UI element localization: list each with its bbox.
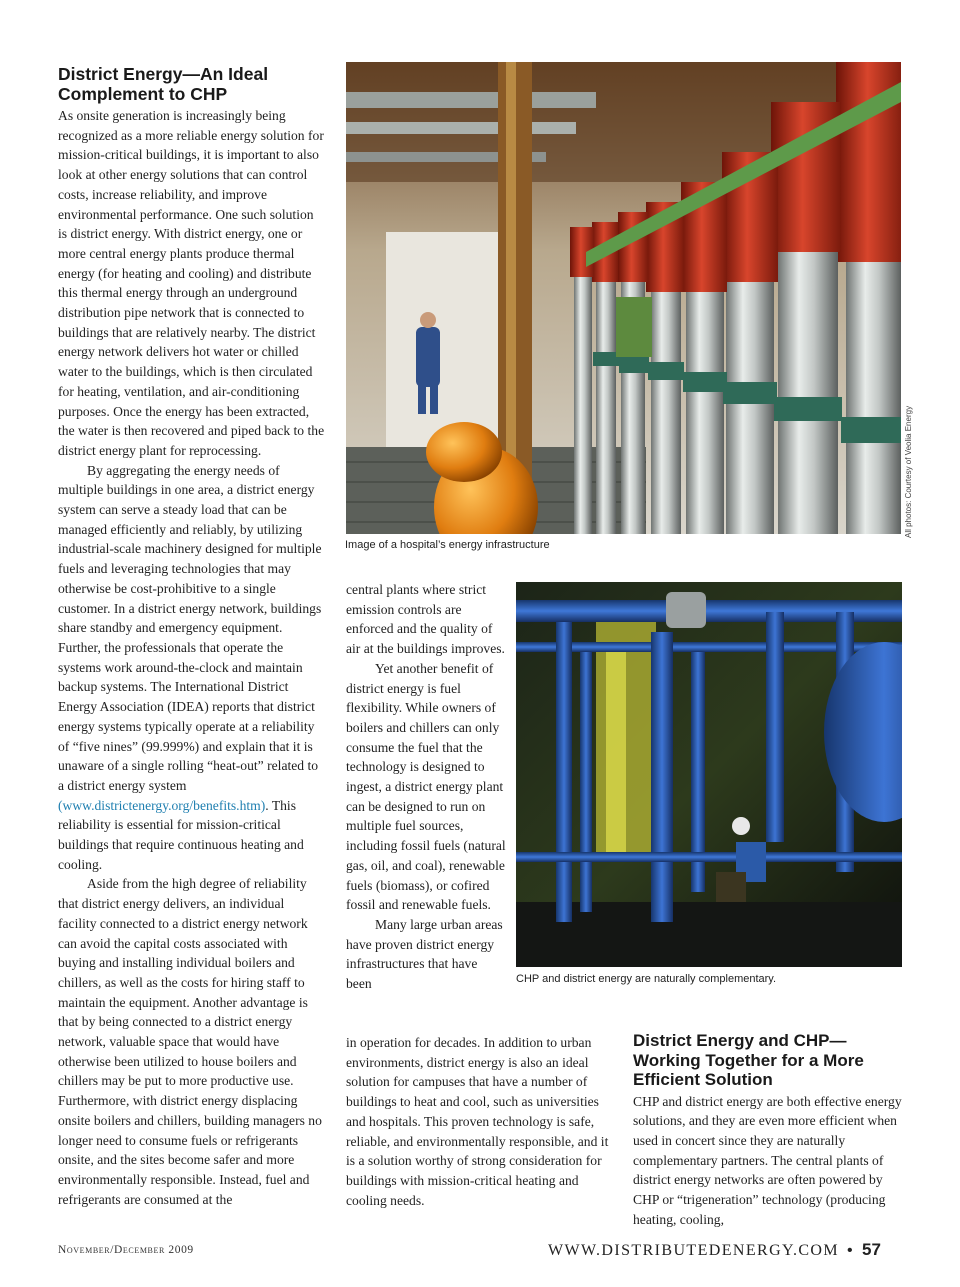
hospital-energy-infrastructure-photo xyxy=(346,62,901,534)
paragraph: As onsite generation is increasingly being recognized as a more reliable energy solution for mission-critical buildings, it is important to also look at other energy solutions that can control costs, increase reliability, and improve environmental performance. One such solution is district energy. With district energy, one or more central energy plants produce thermal energy (for heating and cooling) and distribute this thermal energy through an underground distribution pipe network that is connected to buildings that are relatively nearby. The district energy network delivers hot water or chilled water to the buildings, which is then circulated for heating, ventilation, and air-conditioning purposes. Once the energy has been extracted, the water is then recovered and piped back to the district energy plant for reprocessing. xyxy=(58,108,325,458)
page-number: 57 xyxy=(862,1240,881,1259)
section-heading-district-energy: District Energy—An Ideal Complement to CHP xyxy=(58,64,269,104)
left-body xyxy=(58,106,326,1209)
paragraph: By aggregating the energy needs of multiple buildings in one area, a district energy system can serve a steady load that can be managed efficiently and reliably, by utilizing industrial-scale machinery designed for multiple fuels and leveraging technologies that may otherwise be cost-prohibitive to a single customer. In a district energy network, buildings share standby and emergency equipment. Further, the professionals that operate the systems work around-the-clock and maintain backup systems. The International District Energy Association (IDEA) reports that district energy systems typically operate at a reliability of “five nines” (99.999%) and explain that it is unaware of a single rolling “heat-out” related to a district energy system (www.districtenergy.org/benefits.htm). This reliability is essential for mission-critical buildings that require continuous heating and cooling. xyxy=(58,462,322,872)
paragraph: central plants where strict emission controls are enforced and the quality of air at the buildings improves. xyxy=(346,582,505,657)
left-column xyxy=(58,64,326,1209)
footer-bullet: • xyxy=(847,1242,855,1259)
chp-district-energy-photo xyxy=(516,582,902,967)
issue-date: November/December 2009 xyxy=(58,1244,194,1256)
photo-top-caption: Image of a hospital’s energy infrastructure xyxy=(345,539,550,551)
website-url[interactable]: WWW.DISTRIBUTEDENERGY.COM xyxy=(548,1242,839,1259)
paragraph: in operation for decades. In addition to urban environments, district energy is also an ideal solution for campuses that have a number of buildings to heat and cool, such as universities and hospitals. This proven technology is safe, reliable, and environmentally responsible, and it is a solution worthy of strong consideration for buildings with mission-critical heating and cooling needs. xyxy=(346,1035,609,1208)
right-column xyxy=(633,1031,905,1229)
idea-benefits-link[interactable]: (www.districtenergy.org/benefits.htm) xyxy=(58,797,266,813)
photo-mid-caption: CHP and district energy are naturally complementary. xyxy=(516,973,777,985)
middle-column xyxy=(346,580,506,994)
section-heading-working-together: District Energy and CHP— Working Together for a More Efficient Solution xyxy=(633,1031,864,1089)
paragraph: CHP and district energy are both effective energy solutions, and they are even more efficient when used in concert since they are naturally complementary partners. The central plants of district energy networks are often powered by CHP or “trigeneration” technology (producing heating, cooling, xyxy=(633,1093,902,1227)
photo-credit: All photos: Courtesy of Veolia Energy xyxy=(904,405,913,538)
paragraph: Many large urban areas have proven district energy infrastructures that have been xyxy=(346,916,503,992)
footer-site xyxy=(548,1240,881,1260)
paragraph: Yet another benefit of district energy is fuel flexibility. While owners of boilers and chillers can only consume the fuel that the technology is designed to ingest, a district energy plant can be designed to run on multiple fuel sources, including fossil fuels (natural gas, oil, and coal), renewable fuels (biomass), or cofired fossil and renewable fuels. xyxy=(346,660,506,913)
middle-column-continued xyxy=(346,1033,616,1210)
paragraph: Aside from the high degree of reliability that district energy delivers, an individual facility connected to a district energy network can avoid the capital costs associated with buying and installing individual boilers and chillers, as well as the costs for hiring staff to maintain the equipment. Another advantage is that by being connected to a district energy network, valuable space that would have otherwise been utilized to house boilers and chillers may be put to more productive use. Furthermore, with district energy displacing onsite boilers and chillers, building managers no longer need to consume fuels or refrigerants onsite, and the sites become safer and more environmentally responsible. Instead, fuel and refrigerants are consumed at the xyxy=(58,876,322,1207)
